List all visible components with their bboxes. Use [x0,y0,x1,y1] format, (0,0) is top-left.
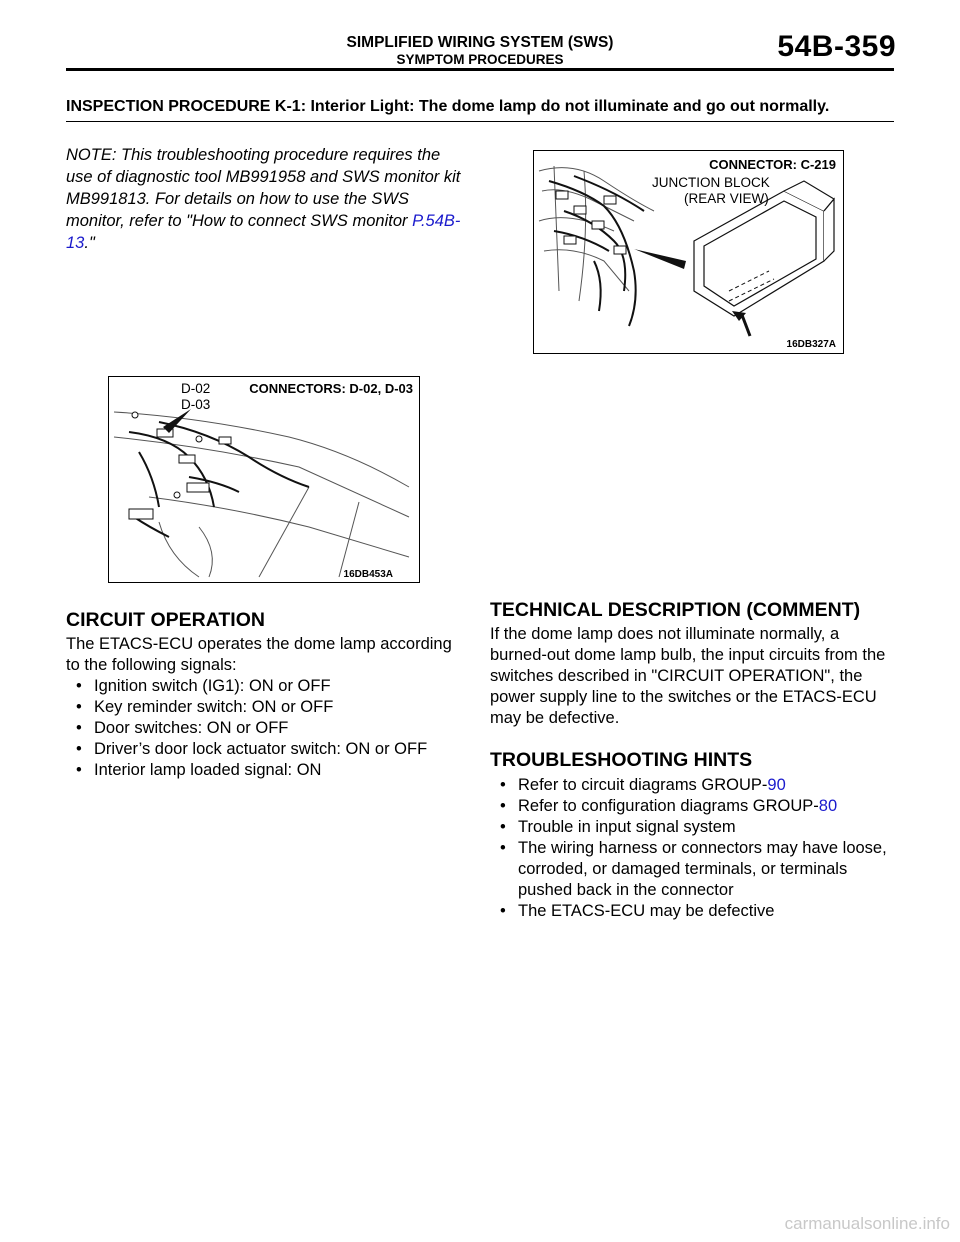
circuit-operation-intro: The ETACS-ECU operates the dome lamp according to the following signals: [66,635,452,674]
list-item-text: Refer to configuration diagrams GROUP- [518,797,819,815]
figure1-label-line1: JUNCTION BLOCK [652,175,770,190]
note-paragraph [66,144,466,254]
troubleshooting-hints-body [490,775,894,922]
figure-connectors-d02-d03 [108,376,420,583]
bullet: • [500,797,506,815]
list-item-text: Refer to circuit diagrams GROUP- [518,776,768,794]
list-item [66,739,468,760]
list-item-text: Trouble in input signal system [518,818,736,836]
header-title: SIMPLIFIED WIRING SYSTEM (SWS) [346,34,614,51]
header-subtitle: SYMPTOM PROCEDURES [396,52,564,67]
title-rule [66,121,894,122]
figure-connector-c219 [533,150,844,354]
figure2-label1: D-02 [181,381,211,396]
bullet: • [500,776,506,794]
list-item [490,775,894,796]
list-item [490,838,894,901]
bullet: • [76,698,82,716]
circuit-operation-list [66,676,468,781]
figure1-title: CONNECTOR: C-219 [709,157,836,172]
note-link[interactable]: P.54B-13 [66,212,461,252]
bullet: • [500,839,506,857]
bullet: • [500,818,506,836]
list-item-text: The ETACS-ECU may be defective [518,902,775,920]
bullet: • [76,677,82,695]
header-rule [66,68,894,71]
figure2-title: CONNECTORS: D-02, D-03 [249,381,413,396]
procedure-title: INSPECTION PROCEDURE K-1: Interior Light: The dome lamp do not illuminate and go out normally. [66,98,830,115]
page-number: 54B-359 [777,30,896,63]
circuit-operation-body [66,634,468,781]
list-item [490,901,894,922]
bullet: • [500,902,506,920]
list-item-text: Key reminder switch: ON or OFF [94,698,334,716]
technical-description-title: TECHNICAL DESCRIPTION (COMMENT) [490,599,861,621]
list-item-text: Driver’s door lock actuator switch: ON or OFF [94,740,428,758]
figure2-label2: D-03 [181,397,211,412]
list-item-text: Interior lamp loaded signal: ON [94,761,322,779]
note-after: ." [84,234,95,252]
troubleshooting-hints-list [490,775,894,922]
figure2-code: 16DB453A [343,569,393,580]
watermark: carmanualsonline.info [784,1214,950,1233]
list-item [490,817,894,838]
list-item [66,697,468,718]
list-item-text: Door switches: ON or OFF [94,719,289,737]
bullet: • [76,719,82,737]
group-90-link[interactable]: 90 [767,776,786,794]
figure1-label-line2: (REAR VIEW) [684,191,769,206]
list-item [66,676,468,697]
list-item [490,796,894,817]
group-80-link[interactable]: 80 [818,797,838,815]
list-item [66,760,468,781]
technical-description-body: If the dome lamp does not illuminate normally, a burned-out dome lamp bulb, the input circuits from the switches described in "CIRCUIT OPERATION", the power supply line to the switches or the ETACS-ECU may be defective. [490,625,886,727]
bullet: • [76,761,82,779]
list-item [66,718,468,739]
figure1-code: 16DB327A [786,339,836,350]
junction-block-illustration [534,151,843,353]
note-text: NOTE: This troubleshooting procedure requires the use of diagnostic tool MB991958 and SWS monitor kit MB991813. For details on how to use the SWS monitor, refer to "How to connect SWS monitor [66,146,461,230]
circuit-operation-title: CIRCUIT OPERATION [66,609,265,631]
list-item-text: Ignition switch (IG1): ON or OFF [94,677,331,695]
troubleshooting-hints-title: TROUBLESHOOTING HINTS [490,749,753,771]
list-item-text: The wiring harness or connectors may have loose, corroded, or damaged terminals, or terminals pushed back in the connector [518,839,887,899]
bullet: • [76,740,82,758]
roof-harness-illustration [109,377,419,582]
